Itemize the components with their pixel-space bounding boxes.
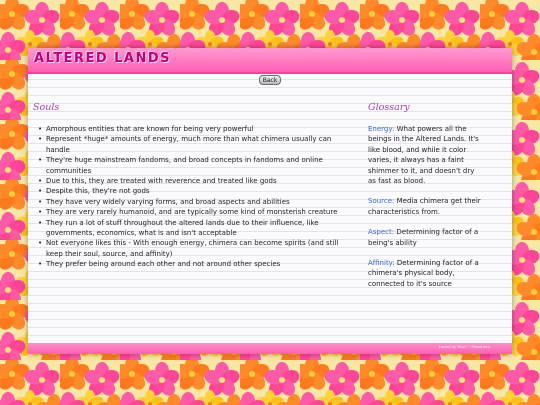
glossary-entry-energy xyxy=(368,124,482,186)
glossary-definition: Determining factor of a being's ability xyxy=(368,228,479,247)
list-item: • They prefer being around each other and not around other species xyxy=(38,259,356,269)
list-item: • Despite this, they're not gods xyxy=(38,186,356,196)
site-footer xyxy=(28,343,512,354)
list-item: • Due to this, they are treated with reverence and treated like gods xyxy=(38,176,356,186)
list-item: • They are very rarely humanoid, and are typically some kind of monsterish creature xyxy=(38,207,356,217)
site-title: ALTERED LANDS xyxy=(34,51,172,66)
souls-heading: Souls xyxy=(33,102,60,113)
glossary-definition: What powers all the beings in the Altered Lands. It's like blood, and while it color varies, it always has a faint shimmer to it, and doesn't dry as fast as blood. xyxy=(368,125,479,186)
glossary-heading: Glossary xyxy=(368,102,410,113)
glossary-entry-affinity xyxy=(368,258,482,289)
list-item: • They're huge mainstream fandoms, and broad concepts in fandoms and online communities xyxy=(38,155,356,176)
back-button[interactable]: Back xyxy=(259,75,281,85)
souls-list xyxy=(38,124,356,270)
glossary-entry-aspect xyxy=(368,227,482,248)
glossary-list xyxy=(368,124,482,299)
glossary-term: Affinity: xyxy=(368,259,395,268)
site-header xyxy=(28,48,512,74)
list-item: • Represent *huge* amounts of energy, much more than what chimera usually can handle xyxy=(38,134,356,155)
list-item: • Not everyone likes this - With enough energy, chimera can become spirits (and still keep their soul, source, and affinity) xyxy=(38,238,356,259)
glossary-term: Energy: xyxy=(368,125,395,133)
glossary-term: Source: xyxy=(368,197,395,206)
glossary-term: Aspect: xyxy=(368,228,395,237)
footer-credit: Layout by Wuzi ♡ Tripod pics xyxy=(438,345,490,349)
glossary-definition: Media chimera get their characteristics from. xyxy=(368,197,481,216)
list-item: • Amorphous entities that are known for being very powerful xyxy=(38,124,356,134)
list-item: • They have very widely varying forms, and broad aspects and abilities xyxy=(38,197,356,207)
glossary-definition: Determining factor of a chimera's physical body, connected to it's source xyxy=(368,259,479,288)
list-item: • They run a lot of stuff throughout the altered lands due to their influence, like governments, economics, what is and isn't acceptable xyxy=(38,218,356,239)
glossary-entry-source xyxy=(368,196,482,217)
